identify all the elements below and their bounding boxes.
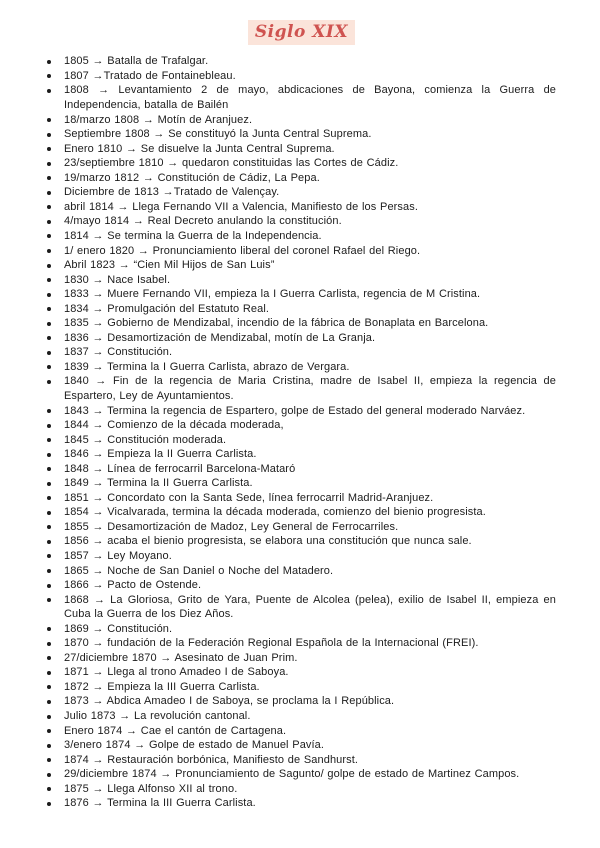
list-item [47, 505, 556, 520]
bullet-icon [47, 453, 51, 457]
bullet-icon [47, 700, 51, 704]
list-item [47, 462, 556, 477]
event-text: Enero 1874 → Cae el cantón de Cartagena. [64, 724, 287, 737]
list-item [47, 83, 556, 112]
list-item [47, 476, 556, 491]
event-text: Diciembre de 1813 →Tratado de Valençay. [64, 186, 280, 199]
event-text: 1874 → Restauración borbónica, Manifiesto de Sandhurst. [64, 753, 359, 766]
list-item [47, 404, 556, 419]
event-text: 1854 → Vicalvarada, termina la década moderada, comienzo del bienio progresista. [64, 506, 486, 519]
bullet-icon [47, 642, 51, 646]
list-item [47, 127, 556, 142]
bullet-icon [47, 729, 51, 733]
event-text: 1834 → Promulgación del Estatuto Real. [64, 302, 270, 315]
bullet-icon [47, 74, 51, 78]
event-text: 1805 → Batalla de Trafalgar. [64, 55, 209, 68]
list-item [47, 185, 556, 200]
bullet-icon [47, 511, 51, 515]
event-text: 1865 → Noche de San Daniel o Noche del Matadero. [64, 564, 334, 577]
bullet-icon [47, 584, 51, 588]
bullet-icon [47, 234, 51, 238]
bullet-icon [47, 293, 51, 297]
list-item [47, 447, 556, 462]
bullet-icon [47, 205, 51, 209]
list-item [47, 113, 556, 128]
list-item [47, 54, 556, 69]
bullet-icon [47, 802, 51, 806]
event-text: 1876 → Termina la III Guerra Carlista. [64, 797, 256, 810]
timeline-event-list [47, 54, 556, 810]
event-text: 3/enero 1874 → Golpe de estado de Manuel Pavía. [64, 739, 325, 752]
bullet-icon [47, 627, 51, 631]
event-text: 1808 → Levantamiento 2 de mayo, abdicaciones de Bayona, comienza la Guerra de Independencia, batalla de Bailén [64, 84, 556, 112]
event-text: 1869 → Constitución. [64, 622, 173, 635]
list-item [47, 724, 556, 739]
event-text: Septiembre 1808 → Se constituyó la Junta Central Suprema. [64, 128, 372, 141]
bullet-icon [47, 191, 51, 195]
bullet-icon [47, 162, 51, 166]
event-text: 18/marzo 1808 → Motín de Aranjuez. [64, 113, 253, 126]
list-item [47, 549, 556, 564]
bullet-icon [47, 685, 51, 689]
list-item [47, 258, 556, 273]
list-item [47, 753, 556, 768]
list-item [47, 622, 556, 637]
event-text: abril 1814 → Llega Fernando VII a Valencia, Manifiesto de los Persas. [64, 200, 419, 213]
bullet-icon [47, 424, 51, 428]
event-text: 1833 → Muere Fernando VII, empieza la I Guerra Carlista, regencia de M Cristina. [64, 288, 481, 301]
event-text: 1844 → Comienzo de la década moderada, [64, 419, 284, 432]
list-item [47, 418, 556, 433]
list-item [47, 665, 556, 680]
event-text: 1839 → Termina la I Guerra Carlista, abrazo de Vergara. [64, 360, 350, 373]
list-item [47, 345, 556, 360]
bullet-icon [47, 540, 51, 544]
list-item [47, 156, 556, 171]
event-text: 1849 → Termina la II Guerra Carlista. [64, 477, 253, 490]
bullet-icon [47, 773, 51, 777]
bullet-icon [47, 744, 51, 748]
bullet-icon [47, 249, 51, 253]
event-text: 1846 → Empieza la II Guerra Carlista. [64, 448, 257, 461]
list-item [47, 796, 556, 811]
event-text: Julio 1873 → La revolución cantonal. [64, 710, 251, 722]
list-item [47, 214, 556, 229]
event-text: 1870 → fundación de la Federación Regional Española de la Internacional (FREI). [64, 637, 479, 650]
list-item [47, 651, 556, 666]
list-item [47, 491, 556, 506]
bullet-icon [47, 336, 51, 340]
list-item [47, 360, 556, 375]
event-text: 1843 → Termina la regencia de Espartero, golpe de Estado del general moderado Narváez. [64, 404, 526, 417]
list-item [47, 287, 556, 302]
event-text: 1873 → Abdica Amadeo I de Saboya, se proclama la I República. [64, 695, 395, 708]
event-text: 23/septiembre 1810 → quedaron constituidas las Cortes de Cádiz. [64, 157, 399, 170]
list-item [47, 331, 556, 346]
bullet-icon [47, 351, 51, 355]
bullet-icon [47, 60, 51, 64]
bullet-icon [47, 569, 51, 573]
event-text: 1855 → Desamortización de Madoz, Ley General de Ferrocarriles. [64, 520, 399, 533]
list-item [47, 578, 556, 593]
list-item [47, 738, 556, 753]
bullet-icon [47, 89, 51, 93]
event-text: 1/ enero 1820 → Pronunciamiento liberal del coronel Rafael del Riego. [64, 244, 421, 257]
event-text: 1868 → La Gloriosa, Grito de Yara, Puente de Alcolea (pelea), exilio de Isabel II, empieza en Cuba la Guerra de los Diez Años. [64, 593, 556, 621]
list-item [47, 244, 556, 259]
event-text: 1856 → acaba el bienio progresista, se elabora una constitución que nunca sale. [64, 535, 472, 548]
list-item [47, 534, 556, 549]
bullet-icon [47, 656, 51, 660]
list-item [47, 564, 556, 579]
event-text: Enero 1810 → Se disuelve la Junta Central Suprema. [64, 142, 335, 155]
bullet-icon [47, 554, 51, 558]
bullet-icon [47, 322, 51, 326]
list-item [47, 171, 556, 186]
bullet-icon [47, 176, 51, 180]
event-text: 1866 → Pacto de Ostende. [64, 579, 202, 592]
bullet-icon [47, 220, 51, 224]
list-item [47, 69, 556, 84]
page-title: Siglo XIX [248, 20, 355, 45]
bullet-icon [47, 147, 51, 151]
bullet-icon [47, 787, 51, 791]
list-item [47, 680, 556, 695]
bullet-icon [47, 133, 51, 137]
bullet-icon [47, 598, 51, 602]
list-item [47, 273, 556, 288]
bullet-icon [47, 467, 51, 471]
title-row [47, 20, 556, 45]
list-item [47, 142, 556, 157]
event-text: 29/diciembre 1874 → Pronunciamiento de Sagunto/ golpe de estado de Martinez Campos. [64, 768, 520, 781]
bullet-icon [47, 365, 51, 369]
event-text: 1840 → Fin de la regencia de Maria Cristina, madre de Isabel II, empieza la regencia de Espartero, Ley de Ayuntamientos. [64, 375, 556, 402]
bullet-icon [47, 380, 51, 384]
list-item [47, 520, 556, 535]
bullet-icon [47, 525, 51, 529]
event-text: 1845 → Constitución moderada. [64, 433, 227, 446]
event-text: 1851 → Concordato con la Santa Sede, línea ferrocarril Madrid-Aranjuez. [64, 491, 434, 504]
list-item [47, 200, 556, 215]
bullet-icon [47, 496, 51, 500]
list-item [47, 316, 556, 331]
event-text: 1875 → Llega Alfonso XII al trono. [64, 782, 238, 795]
event-text: 1872 → Empieza la III Guerra Carlista. [64, 680, 260, 693]
bullet-icon [47, 715, 51, 719]
event-text: 27/diciembre 1870 → Asesinato de Juan Prim. [64, 651, 298, 664]
bullet-icon [47, 671, 51, 675]
list-item [47, 767, 556, 782]
bullet-icon [47, 482, 51, 486]
event-text: 1871 → Llega al trono Amadeo I de Saboya. [64, 666, 289, 679]
bullet-icon [47, 307, 51, 311]
event-text: 1848 → Línea de ferrocarril Barcelona-Mataró [64, 462, 296, 475]
event-text: 4/mayo 1814 → Real Decreto anulando la constitución. [64, 215, 342, 228]
event-text: 1814 → Se termina la Guerra de la Independencia. [64, 229, 322, 242]
event-text: 1857 → Ley Moyano. [64, 549, 172, 562]
list-item [47, 593, 556, 622]
list-item [47, 374, 556, 403]
bullet-icon [47, 278, 51, 282]
list-item [47, 229, 556, 244]
event-text: 1830 → Nace Isabel. [64, 273, 171, 286]
bullet-icon [47, 409, 51, 413]
bullet-icon [47, 758, 51, 762]
event-text: 19/marzo 1812 → Constitución de Cádiz, La Pepa. [64, 171, 320, 184]
list-item [47, 782, 556, 797]
event-text: 1835 → Gobierno de Mendizabal, incendio de la fábrica de Bonaplata en Barcelona. [64, 317, 489, 330]
event-text: 1836 → Desamortización de Mendizabal, motín de La Granja. [64, 331, 376, 344]
list-item [47, 433, 556, 448]
list-item [47, 636, 556, 651]
event-text: 1807 →Tratado de Fontainebleau. [64, 69, 236, 82]
list-item [47, 709, 556, 724]
bullet-icon [47, 438, 51, 442]
event-text: Abril 1823 → “Cien Mil Hijos de San Luis” [64, 259, 275, 272]
bullet-icon [47, 264, 51, 268]
event-text: 1837 → Constitución. [64, 346, 173, 359]
list-item [47, 302, 556, 317]
bullet-icon [47, 118, 51, 122]
list-item [47, 694, 556, 709]
